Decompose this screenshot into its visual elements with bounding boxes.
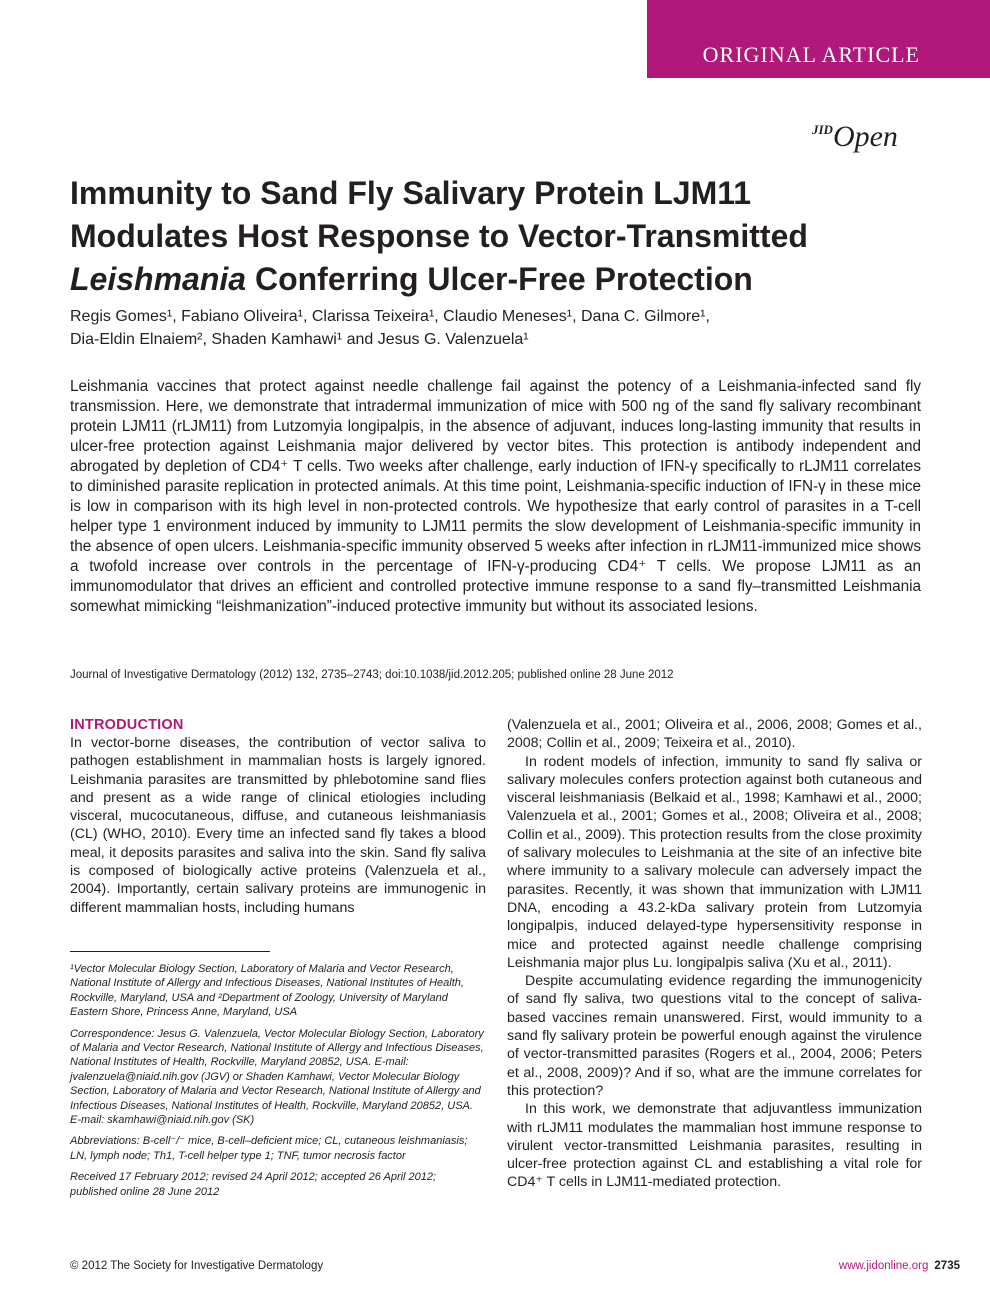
- journal-logo-big: Open: [832, 120, 898, 153]
- title-line-3-italic: Leishmania: [70, 261, 247, 297]
- footnote-received: Received 17 February 2012; revised 24 April 2012; accepted 26 April 2012; published online 28 June 2012: [70, 1171, 437, 1198]
- intro-paragraph-1-continued: (Valenzuela et al., 2001; Oliveira et al., 2006, 2008; Gomes et al., 2008; Collin et al., 2009; Teixeira et al., 2010).: [507, 717, 922, 752]
- title-line-1: Immunity to Sand Fly Salivary Protein LJM11: [70, 175, 752, 211]
- journal-logo: [812, 120, 898, 154]
- section-heading-introduction: INTRODUCTION: [70, 717, 184, 733]
- article-type-label: ORIGINAL ARTICLE: [702, 42, 920, 67]
- footnote-correspondence: Correspondence: Jesus G. Valenzuela, Vector Molecular Biology Section, Laboratory of Malaria and Vector Research, National Institute of Allergy and Infectious Diseases, National Institutes of Health, Rockville, Maryland 20852, USA. E-mail: jvalenzuela@niaid.nih.gov (JGV) or Shaden Kamhawi, Vector Molecular Biology Section, Laboratory of Malaria and Vector Research, National Institute of Allergy and Infectious Diseases, National Institutes of Health, Rockville, Maryland 20852, USA.: [70, 1027, 484, 1112]
- footnote-email: E-mail: skamhawi@niaid.nih.gov (SK): [70, 1114, 255, 1127]
- citation-line: Journal of Investigative Dermatology (2012) 132, 2735–2743; doi:10.1038/jid.2012.205; published online 28 June 2012: [70, 669, 674, 681]
- footnote-abbreviations: Abbreviations: B-cell⁻/⁻ mice, B-cell–deficient mice; CL, cutaneous leishmaniasis; LN, lymph node; Th1, T-cell helper type 1; TNF, tumor necrosis factor: [70, 1135, 468, 1162]
- left-column: [70, 716, 486, 917]
- footer-copyright: © 2012 The Society for Investigative Dermatology: [70, 1260, 324, 1272]
- footnote-affiliations: ¹Vector Molecular Biology Section, Laboratory of Malaria and Vector Research, National Institute of Allergy and Infectious Diseases, National Institutes of Health, Rockville, Maryland, USA and ²Department of Zoology, University of Maryland Eastern Shore, Princess Anne, Maryland, USA: [70, 963, 464, 1019]
- journal-logo-small: JID: [812, 122, 833, 137]
- title-line-3-rest: Conferring Ulcer-Free Protection: [246, 261, 753, 297]
- footer-right: [839, 1260, 960, 1272]
- authors-line-1: Regis Gomes¹, Fabiano Oliveira¹, Clarissa Teixeira¹, Claudio Meneses¹, Dana C. Gilmore¹,: [70, 308, 710, 325]
- footnotes: [70, 962, 486, 1206]
- article-type-banner: [647, 0, 990, 78]
- intro-paragraph-3: Despite accumulating evidence regarding the immunogenicity of sand fly saliva, two questions vital to the concept of saliva-based vaccines remain unanswered. First, would immunity to a sand fly salivary protein be powerful enough against the virulence of vector-transmitted parasites (Rogers et al., 2004, 2006; Peters et al., 2008, 2009)? And if so, what are the immune correlates for this protection?: [507, 973, 922, 1099]
- right-column: [507, 716, 922, 1192]
- abstract: Leishmania vaccines that protect against needle challenge fail against the potency of a Leishmania-infected sand fly transmission. Here, we demonstrate that intradermal immunization of mice with 500 ng of the sand fly salivary recombinant protein LJM11 (rLJM11) from Lutzomyia longipalpis, in the absence of adjuvant, induces long-lasting immunity that results in ulcer-free protection against Leishmania major delivered by vector bites. This protection is antibody independent and abrogated by depletion of CD4⁺ T cells. Two weeks after challenge, early induction of IFN-γ specifically to rLJM11 correlates to diminished parasite replication in protected animals. At this time point, Leishmania-specific induction of IFN-γ in these mice is low in comparison with its high level in non-protected controls. We hypothesize that early control of parasites in a T-cell helper type 1 environment induced by immunity to LJM11 permits the slow development of Leishmania-specific immunity in the absence of open ulcers. Leishmania-specific immunity observed 5 weeks after infection in rLJM11-immunized mice shows a twofold increase over controls in the percentage of IFN-γ-producing CD4⁺ T cells. We propose LJM11 as an immunomodulator that drives an efficient and controlled protective immune response to a sand fly–transmitted Leishmania somewhat mimicking “leishmanization”-induced protective immunity but without its associated lesions.: [70, 378, 921, 615]
- article-title: [70, 172, 930, 301]
- author-list: [70, 305, 920, 351]
- journal-url-link[interactable]: www.jidonline.org: [838, 1260, 929, 1272]
- title-line-2: Modulates Host Response to Vector-Transmitted: [70, 218, 808, 254]
- intro-paragraph-2: In rodent models of infection, immunity to sand fly saliva or salivary molecules confers protection against both cutaneous and visceral leishmaniasis (Belkaid et al., 1998; Kamhawi et al., 2000; Valenzuela et al., 2001; Gomes et al., 2008; Oliveira et al., 2008; Collin et al., 2009). This protection results from the close proximity of salivary molecules to Leishmania at the site of an infective bite where immunity to a salivary molecule can adversely impact the parasites. Recently, it was shown that immunization with LJM11 DNA, encoding a 43.2-kDa salivary protein from Lutzomyia longipalpis, induced delayed-type hypersensitivity response in mice and protected against needle challenge comprising Leishmania major plus Lu. longipalpis saliva (Xu et al., 2011).: [507, 753, 922, 971]
- intro-paragraph-4: In this work, we demonstrate that adjuvantless immunization with rLJM11 modulates the mammalian host immune response to virulent vector-transmitted Leishmania parasites, resulting in ulcer-free protection against CL and establishing a vital role for CD4⁺ T cells in LJM11-mediated protection.: [507, 1101, 922, 1191]
- footnote-divider: [70, 951, 270, 952]
- page-number: 2735: [934, 1260, 960, 1272]
- intro-paragraph-1: In vector-borne diseases, the contribution of vector saliva to pathogen establishment in mammalian hosts is largely ignored. Leishmania parasites are transmitted by phlebotomine sand flies and present as a wide range of clinical etiologies including visceral, mucocutaneous, diffuse, and cutaneous leishmaniasis (CL) (WHO, 2010). Every time an infected sand fly takes a blood meal, it deposits parasites and saliva into the skin. Sand fly saliva is composed of biologically active proteins (Valenzuela et al., 2004). Importantly, certain salivary proteins are immunogenic in different mammalian hosts, including humans: [70, 735, 486, 916]
- authors-line-2: Dia-Eldin Elnaiem², Shaden Kamhawi¹ and Jesus G. Valenzuela¹: [70, 331, 529, 348]
